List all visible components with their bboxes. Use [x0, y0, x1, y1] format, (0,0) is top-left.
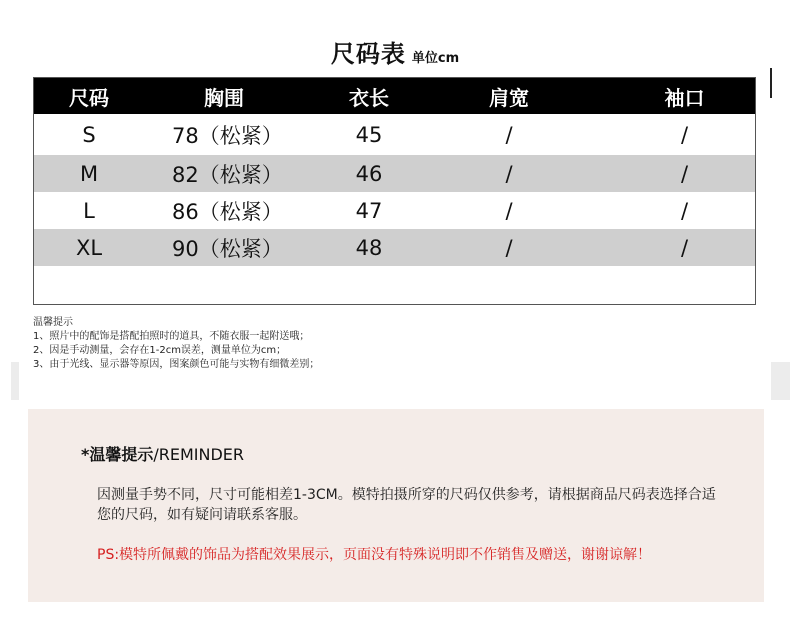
cell-chest: 86（松紧） — [172, 199, 283, 224]
notes-block — [33, 316, 319, 372]
table-row — [34, 116, 755, 153]
cell-length: 45 — [355, 122, 383, 147]
cell-shoulder: / — [505, 235, 513, 260]
header-length: 衣长 — [349, 85, 389, 110]
page-title: 尺码表 — [330, 40, 406, 68]
size-table — [33, 77, 756, 305]
cell-size: XL — [75, 235, 103, 260]
notes-line: 2、因是手动测量，会存在1-2cm误差，测量单位为cm； — [33, 345, 287, 356]
cell-size: M — [79, 161, 99, 186]
cell-length: 47 — [355, 198, 383, 223]
notes-line: 3、由于光线、显示器等原因，图案颜色可能与实物有细微差别； — [33, 359, 320, 370]
cell-cuff: / — [680, 161, 689, 186]
page-header — [0, 34, 790, 69]
reminder-ps: PS:模特所佩戴的饰品为搭配效果展示，页面没有特殊说明即不作销售及赠送，谢谢谅解！ — [97, 547, 652, 563]
cell-size: L — [83, 198, 95, 223]
cell-size: S — [82, 122, 96, 147]
header-shoulder: 肩宽 — [489, 85, 529, 110]
side-strip-right — [771, 362, 790, 400]
notes-title: 温馨提示 — [33, 317, 73, 328]
cell-cuff: / — [680, 235, 689, 260]
reminder-title — [81, 442, 244, 465]
reminder-body: 因测量手势不同，尺寸可能相差1-3CM。模特拍摄所穿的尺码仅供参考，请根据商品尺码表选择合适您的尺码，如有疑问请联系客服。 — [97, 487, 716, 523]
table-header — [34, 78, 755, 114]
cell-shoulder: / — [505, 161, 513, 186]
notes-line: 1、照片中的配饰是搭配拍照时的道具，不随衣服一起附送哦； — [33, 331, 310, 342]
header-cuff: 袖口 — [664, 85, 705, 110]
table-row — [34, 192, 755, 229]
cell-length: 48 — [355, 235, 383, 260]
cell-chest: 90（松紧） — [172, 236, 283, 261]
side-strip-left — [11, 362, 19, 400]
reminder-panel — [28, 409, 764, 602]
cell-shoulder: / — [505, 122, 513, 147]
unit-label: 单位cm — [411, 51, 460, 66]
reminder-title-en: /REMINDER — [153, 445, 245, 464]
table-row — [34, 155, 755, 192]
vertical-mark — [770, 68, 772, 98]
cell-length: 46 — [355, 161, 383, 186]
table-row — [34, 229, 755, 266]
header-chest: 胸围 — [204, 85, 244, 110]
header-size: 尺码 — [69, 85, 109, 110]
cell-cuff: / — [680, 122, 689, 147]
cell-shoulder: / — [505, 198, 513, 223]
reminder-title-bold: *温馨提示 — [81, 445, 154, 464]
cell-cuff: / — [680, 198, 689, 223]
cell-chest: 78（松紧） — [172, 123, 283, 148]
cell-chest: 82（松紧） — [172, 162, 283, 187]
